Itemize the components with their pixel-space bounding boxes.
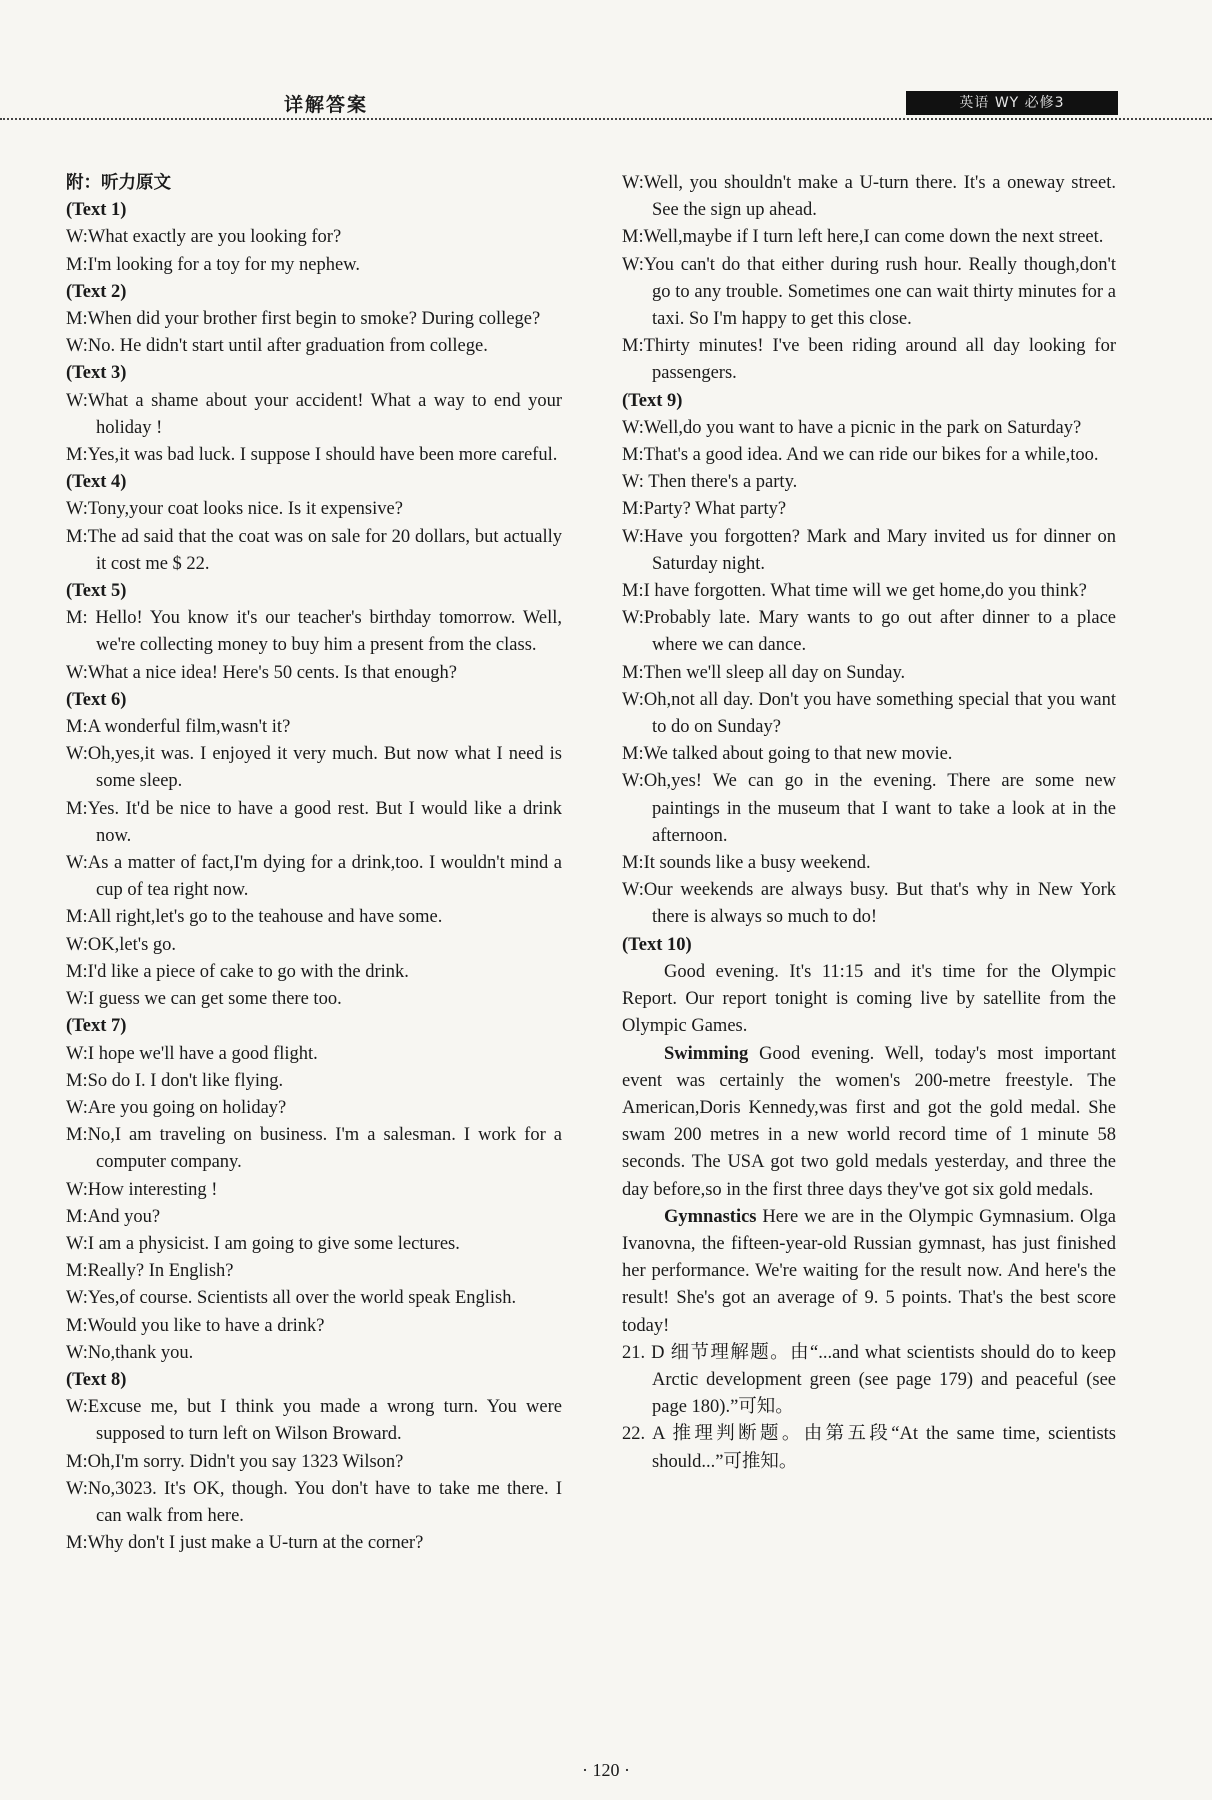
dialogue-line: M:Yes,it was bad luck. I suppose I should have been more careful.: [66, 445, 558, 466]
text-section-label: (Text 4): [66, 472, 127, 493]
dialogue-line: W:Probably late. Mary wants to go out after dinner to a place where we can dance.: [622, 608, 1116, 656]
dialogue-line: W:No. He didn't start until after graduation from college.: [66, 336, 488, 357]
left-column: [66, 170, 562, 1557]
text-section-label: (Text 2): [66, 281, 127, 302]
dialogue-line: M: Hello! You know it's our teacher's birthday tomorrow. Well, we're collecting money to buy him a present from the class.: [66, 608, 562, 656]
paragraph-text: Good evening. It's 11:15 and it's time for the Olympic Report. Our report tonight is coming live by satellite from the Olympic Games.: [622, 961, 1116, 1037]
dialogue-line: 21. D 细节理解题。由“...and what scientists should do to keep Arctic development green (see page 179) and peaceful (see page 180).”可知。: [622, 1342, 1116, 1418]
dialogue-line: W:Oh,not all day. Don't you have something special that you want to do on Sunday?: [622, 689, 1116, 738]
dialogue-line: W:OK,let's go.: [66, 934, 177, 955]
dialogue-line: 22. A 推理判断题。由第五段“At the same time, scientists should...”可推知。: [622, 1424, 1116, 1472]
paragraph-text: Good evening. Well, today's most important event was certainly the women's 200-metre freestyle. The American,Doris Kennedy,was first and got the gold medal. She swam 200 metres in a new world record time of 1 minute 58 seconds. The USA got two gold medals yesterday, and three the day before,so in the first three days they've got six gold medals.: [622, 1043, 1116, 1200]
text-section-label: (Text 9): [622, 390, 683, 411]
paragraph-topic: Gymnastics: [664, 1206, 757, 1227]
dialogue-line: W:No,thank you.: [66, 1342, 194, 1363]
text-section-label: (Text 10): [622, 934, 692, 955]
right-column: [622, 170, 1116, 1476]
dialogue-line: M:Party? What party?: [622, 499, 787, 520]
dialogue-line: M:We talked about going to that new movie.: [622, 744, 953, 765]
dialogue-line: W:Excuse me, but I think you made a wrong turn. You were supposed to turn left on Wilson Broward.: [66, 1397, 562, 1445]
dialogue-line: M:That's a good idea. And we can ride our bikes for a while,too.: [622, 445, 1099, 466]
header-badge: 英语 WY 必修3: [906, 91, 1118, 115]
text-section-label: (Text 8): [66, 1369, 127, 1390]
dialogue-line: M:So do I. I don't like flying.: [66, 1070, 284, 1091]
dialogue-line: M:When did your brother first begin to smoke? During college?: [66, 309, 541, 330]
dialogue-line: W:What a nice idea! Here's 50 cents. Is that enough?: [66, 662, 457, 683]
header-divider: [0, 118, 1212, 120]
page-number: · 120 ·: [582, 1760, 630, 1780]
section-heading: 附：听力原文: [66, 173, 171, 193]
dialogue-line: W:Are you going on holiday?: [66, 1097, 287, 1118]
dialogue-line: M:The ad said that the coat was on sale for 20 dollars, but actually it cost me $ 22.: [66, 526, 562, 574]
dialogue-line: M:Then we'll sleep all day on Sunday.: [622, 662, 906, 683]
dialogue-line: M:Would you like to have a drink?: [66, 1315, 325, 1336]
dialogue-line: W:Well,do you want to have a picnic in the park on Saturday?: [622, 417, 1082, 438]
dialogue-line: W:As a matter of fact,I'm dying for a drink,too. I wouldn't mind a cup of tea right now.: [66, 853, 562, 901]
dialogue-line: W:How interesting !: [66, 1179, 218, 1200]
dialogue-line: W:I hope we'll have a good flight.: [66, 1043, 318, 1064]
dialogue-line: W:Well, you shouldn't make a U-turn there. It's a oneway street. See the sign up ahead.: [622, 173, 1116, 221]
text-section-label: (Text 6): [66, 689, 127, 710]
dialogue-line: W:Yes,of course. Scientists all over the world speak English.: [66, 1288, 517, 1309]
dialogue-line: M:Yes. It'd be nice to have a good rest. But I would like a drink now.: [66, 798, 562, 846]
dialogue-line: M:Well,maybe if I turn left here,I can come down the next street.: [622, 227, 1104, 248]
dialogue-line: M:No,I am traveling on business. I'm a salesman. I work for a computer company.: [66, 1125, 562, 1173]
dialogue-line: M:I have forgotten. What time will we get home,do you think?: [622, 581, 1087, 602]
transcript-paragraph: [622, 1041, 1116, 1204]
dialogue-line: W:Our weekends are always busy. But that's why in New York there is always so much to do!: [622, 880, 1116, 928]
dialogue-line: M:It sounds like a busy weekend.: [622, 853, 871, 874]
paragraph-text: Here we are in the Olympic Gymnasium. Olga Ivanovna, the fifteen-year-old Russian gymnast, has just finished her performance. We're waiting for the result now. And here's the result! She's got an average of 9. 5 points. That's the best score today!: [622, 1206, 1116, 1336]
dialogue-line: W:I am a physicist. I am going to give some lectures.: [66, 1233, 460, 1254]
dialogue-line: W:I guess we can get some there too.: [66, 989, 342, 1010]
text-section-label: (Text 5): [66, 581, 127, 602]
header-title: 详解答案: [284, 94, 369, 116]
dialogue-line: W:Oh,yes,it was. I enjoyed it very much. But now what I need is some sleep.: [66, 744, 562, 792]
dialogue-line: W:You can't do that either during rush hour. Really though,don't go to any trouble. Sometimes one can wait thirty minutes for a taxi. So I'm happy to get this close.: [622, 254, 1116, 330]
text-section-label: (Text 1): [66, 200, 127, 221]
dialogue-line: W:Oh,yes! We can go in the evening. There are some new paintings in the museum that I want to take a look at in the afternoon.: [622, 771, 1116, 846]
dialogue-line: W:What exactly are you looking for?: [66, 227, 342, 248]
dialogue-line: W:Have you forgotten? Mark and Mary invited us for dinner on Saturday night.: [622, 526, 1116, 574]
dialogue-line: M:Why don't I just make a U-turn at the corner?: [66, 1533, 424, 1554]
dialogue-line: M:I'd like a piece of cake to go with the drink.: [66, 961, 409, 982]
dialogue-line: M:A wonderful film,wasn't it?: [66, 717, 291, 738]
dialogue-line: M:I'm looking for a toy for my nephew.: [66, 254, 360, 275]
dialogue-line: M:Thirty minutes! I've been riding around all day looking for passengers.: [622, 336, 1116, 384]
text-section-label: (Text 7): [66, 1016, 127, 1037]
dialogue-line: W:What a shame about your accident! What a way to end your holiday !: [66, 390, 562, 438]
transcript-paragraph: [622, 1204, 1116, 1340]
paragraph-topic: Swimming: [664, 1043, 749, 1064]
dialogue-line: M:And you?: [66, 1206, 161, 1227]
dialogue-line: W:No,3023. It's OK, though. You don't have to take me there. I can walk from here.: [66, 1478, 562, 1526]
text-section-label: (Text 3): [66, 363, 127, 384]
dialogue-line: M:Oh,I'm sorry. Didn't you say 1323 Wilson?: [66, 1451, 404, 1472]
dialogue-line: M:All right,let's go to the teahouse and have some.: [66, 907, 443, 928]
dialogue-line: W:Tony,your coat looks nice. Is it expensive?: [66, 499, 403, 520]
transcript-paragraph: [622, 959, 1116, 1041]
dialogue-line: M:Really? In English?: [66, 1261, 234, 1282]
dialogue-line: W: Then there's a party.: [622, 472, 798, 493]
